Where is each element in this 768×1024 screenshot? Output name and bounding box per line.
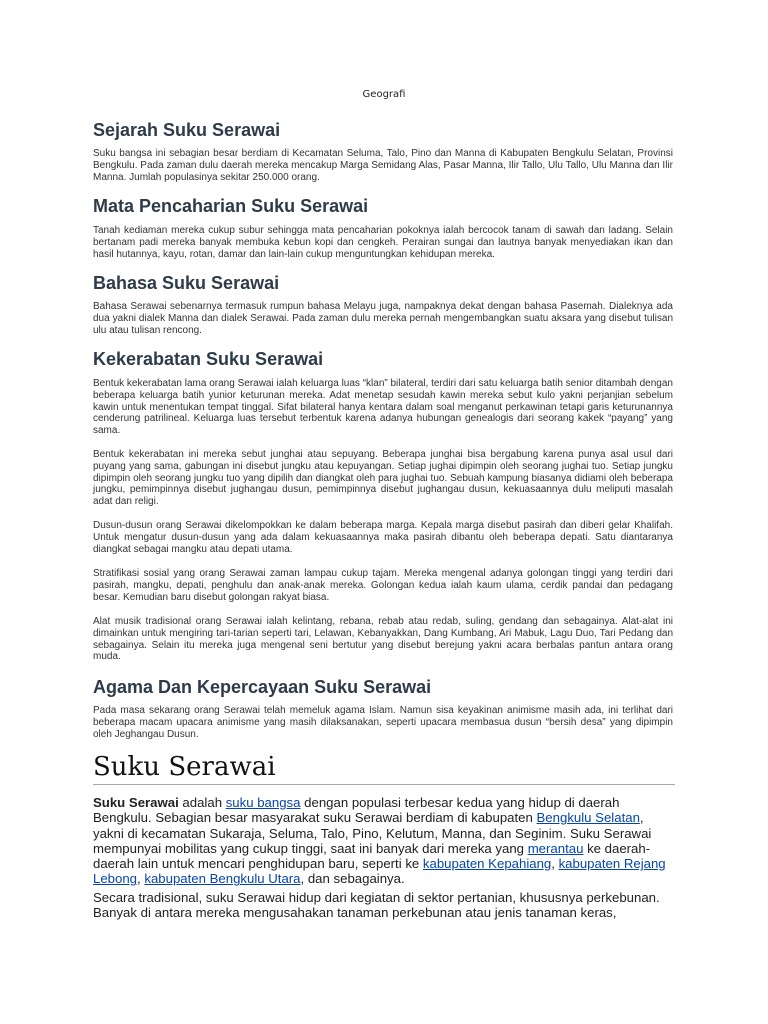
link-kabupaten-rejang-lebong[interactable]: kabupaten Rejang Lebong — [93, 856, 666, 887]
section-heading-kekerabatan: Kekerabatan Suku Serawai — [93, 349, 324, 369]
section-paragraph-mata-pencaharian: Tanah kediaman mereka cukup subur sehingga mata pencaharian pokoknya ialah bercocok tanam di sawah dan ladang. Selain bertanam padi mereka banyak membuka kebun kopi dan cengkeh. Perairan sungai dan lautnya banyak menyediakan ikan dan hasil hutannya, kayu, rotan, damar dan lain-lain cukup menguntungkan kehidupan mereka. — [93, 225, 673, 260]
link-bengkulu-selatan[interactable]: Bengkulu Selatan — [536, 810, 640, 826]
article-bold-term: Suku Serawai — [93, 795, 179, 810]
text-fragment: dengan populasi terbesar kedua yang hidup di daerah Bengkulu. Sebagian besar masyarakat suku Serawai berdiam di kabupaten — [93, 795, 620, 826]
link-suku-bangsa[interactable]: suku bangsa — [225, 795, 301, 810]
text-fragment: , — [137, 871, 145, 887]
section-paragraph-bahasa: Bahasa Serawai sebenarnya termasuk rumpun bahasa Melayu juga, nampaknya dekat dengan bahasa Pasemah. Dialeknya ada dua yakni dialek Manna dan dialek Serawai. Pada zaman dulu mereka pernah mengembangkan suatu aksara yang disebut tulisan ulu atau tulisan rencong. — [93, 301, 673, 336]
text-fragment: , yakni di kecamatan Sukaraja, Seluma, Talo, Pino, Kelutum, Manna, dan Seginim. Suku Serawai mempunyai mobilitas yang cukup tinggi, saat ini banyak dari mereka yang — [93, 810, 652, 856]
section-paragraph-kekerabatan-4: Stratifikasi sosial yang orang Serawai zaman lampau cukup tajam. Mereka mengenal adanya golongan tinggi yang terdiri dari pasirah, mangku, depati, penghulu dan anak-anak mereka. Golongan kedua ialah kaum ulama, cerdik pandai dan pedagang besar. Kemudian baru disebut golongan rakyat biasa. — [93, 568, 673, 603]
section-heading-sejarah: Sejarah Suku Serawai — [93, 120, 281, 140]
text-fragment: , — [551, 856, 559, 872]
text-fragment: ke daerah-daerah lain untuk mencari penghidupan baru, seperti ke — [93, 840, 651, 872]
section-paragraph-kekerabatan-2: Bentuk kekerabatan ini mereka sebut junghai atau sepuyang. Beberapa junghai bisa bergabung karena punya asal usul dari puyang yang sama, gabungan ini disebut jungku atau kepuyangan. Setiap jughai dipimpin oleh seorang jughai tuo. Setiap jungku dipimpin oleh seorang jungku tuo yang dipilih dan diangkat oleh para jughai tuo. Sebuah kampung biasanya didiami oleh beberapa jungku, pemimpinnya disebut jughangau dusun, pemimpinnya disebut jughangau dusun, kekuasaannya dulu meliputi masalah adat dan religi. — [93, 449, 673, 508]
link-merantau[interactable]: merantau — [527, 840, 584, 856]
section-paragraph-sejarah: Suku bangsa ini sebagian besar berdiam di Kecamatan Seluma, Talo, Pino dan Manna di Kabupaten Bengkulu Selatan, Provinsi Bengkulu. Pada zaman dulu daerah mereka mencakup Marga Semidang Alas, Pasar Manna, Ilir Tallo, Ulu Tallo, Ulu Manna dan Ilir Manna. Jumlah populasinya sekitar 250.000 orang. — [93, 148, 673, 183]
section-paragraph-agama: Pada masa sekarang orang Serawai telah memeluk agama Islam. Namun sisa keyakinan animisme masih ada, ini terlihat dari beberapa macam upacara animisme yang masih dilaksanakan, seperti upacara membasua dusun “bersih desa” yang dipimpin oleh Jeghangau Dusun. — [93, 705, 673, 740]
article-paragraph-2: Secara tradisional, suku Serawai hidup dari kegiatan di sektor pertanian, khususnya perkebunan. Banyak di antara mereka mengusahakan tanaman perkebunan atau jenis tanaman keras, — [93, 890, 660, 921]
section-paragraph-kekerabatan-3: Dusun-dusun orang Serawai dikelompokkan ke dalam beberapa marga. Kepala marga disebut pasirah dan diberi gelar Khalifah. Untuk mengatur dusun-dusun yang ada dalam kekuasaannya maka pasirah dibantu oleh beberapa depati. Satu diantaranya diangkat sebagai mangku atau depati utama. — [93, 520, 673, 555]
text-fragment: , dan sebagainya. — [300, 871, 405, 887]
link-kabupaten-bengkulu-utara[interactable]: kabupaten Bengkulu Utara — [144, 871, 301, 887]
article-paragraph-1 — [93, 795, 675, 887]
section-paragraph-kekerabatan-1: Bentuk kekerabatan lama orang Serawai ialah keluarga luas “klan” bilateral, terdiri dari satu keluarga batih senior ditambah dengan beberapa keluarga batih yunior keturunan mereka. Adat menetap sesudah kawin mereka sebut kulo yakni perjanjian sebelum kawin untuk menentukan tempat tinggal. Sifat bilateral hanya kentara dalam soal menganut perkawinan tetapi garis keturunannya cenderung patrilineal. Keluarga luas tersebut terbentuk karena adanya hubungan genealogis dari seorang kakek “payang” yang sama. — [93, 378, 673, 437]
article-heading: Suku Serawai — [93, 750, 675, 785]
section-heading-agama: Agama Dan Kepercayaan Suku Serawai — [93, 677, 432, 697]
section-paragraph-kekerabatan-5: Alat musik tradisional orang Serawai ialah kelintang, rebana, rebab atau redab, suling, gendang dan sebagainya. Alat-alat ini dimainkan untuk mengiring tari-tarian seperti tari, Lelawan, Kebanyakkan, Dang Kumbang, Ari Mabuk, Lagu Duo, Tari Pedang dan sebagainya. Selain itu mereka juga mengenal seni bertutur yang disebut berejung yakni acara berbalas pantun antara orang muda. — [93, 616, 673, 663]
link-kabupaten-kepahiang[interactable]: kabupaten Kepahiang — [422, 856, 552, 872]
text-fragment: adalah — [178, 795, 226, 810]
section-heading-mata-pencaharian: Mata Pencaharian Suku Serawai — [93, 196, 369, 216]
document-title: Geografi — [362, 89, 406, 100]
section-heading-bahasa: Bahasa Suku Serawai — [93, 273, 280, 293]
